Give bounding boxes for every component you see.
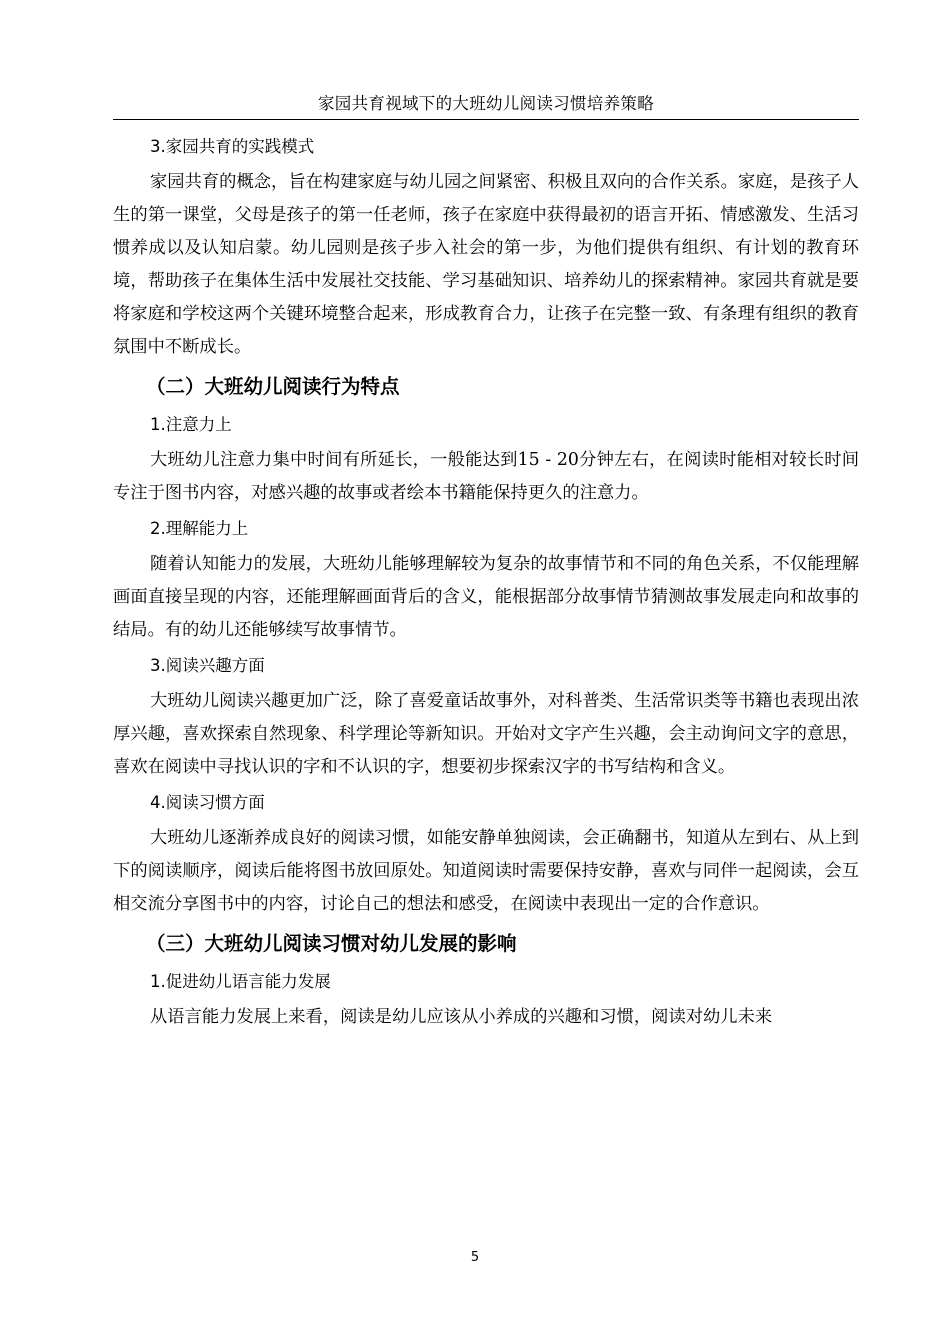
paragraph-language-development: 从语言能力发展上来看，阅读是幼儿应该从小养成的兴趣和习惯，阅读对幼儿未来 (150, 1007, 773, 1027)
section-heading-reading-characteristics: （二）大班幼儿阅读行为特点 (146, 375, 400, 398)
subheading-attention: 1.注意力上 (150, 415, 232, 434)
page-number: 5 (470, 1250, 480, 1265)
paragraph-comprehension: 随着认知能力的发展，大班幼儿能够理解较为复杂的故事情节和不同的角色关系，不仅能理解画面直接呈现的内容，还能理解画面背后的含义，能根据部分故事情节猜测故事发展走向和故事的结局。有的幼儿还能够续写故事情节。 (113, 554, 859, 640)
subheading-comprehension: 2.理解能力上 (150, 519, 249, 538)
paragraph-attention: 大班幼儿注意力集中时间有所延长，一般能达到15 - 20分钟左右，在阅读时能相对较长时间专注于图书内容，对感兴趣的故事或者绘本书籍能保持更久的注意力。 (113, 450, 859, 503)
subheading-practice-model: 3.家园共育的实践模式 (150, 137, 315, 156)
paragraph-coeducation-concept: 家园共育的概念，旨在构建家庭与幼儿园之间紧密、积极且双向的合作关系。家庭，是孩子人生的第一课堂，父母是孩子的第一任老师，孩子在家庭中获得最初的语言开拓、情感激发、生活习惯养成以及认知启蒙。幼儿园则是孩子步入社会的第一步，为他们提供有组织、有计划的教育环境，帮助孩子在集体生活中发展社交技能、学习基础知识、培养幼儿的探索精神。家园共育就是要将家庭和学校这两个关键环境整合起来，形成教育合力，让孩子在完整一致、有条理有组织的教育氛围中不断成长。 (113, 172, 859, 357)
subheading-reading-habits: 4.阅读习惯方面 (150, 793, 265, 812)
paragraph-reading-habits: 大班幼儿逐渐养成良好的阅读习惯，如能安静单独阅读，会正确翻书，知道从左到右、从上到下的阅读顺序，阅读后能将图书放回原处。知道阅读时需要保持安静，喜欢与同伴一起阅读，会互相交流分享图书中的内容，讨论自己的想法和感受，在阅读中表现出一定的合作意识。 (113, 828, 859, 914)
document-body (113, 133, 859, 1039)
section-heading-reading-impact: （三）大班幼儿阅读习惯对幼儿发展的影响 (146, 932, 517, 955)
header-rule (113, 119, 859, 120)
subheading-reading-interest: 3.阅读兴趣方面 (150, 656, 265, 675)
paragraph-reading-interest: 大班幼儿阅读兴趣更加广泛，除了喜爱童话故事外，对科普类、生活常识类等书籍也表现出浓厚兴趣，喜欢探索自然现象、科学理论等新知识。开始对文字产生兴趣，会主动询问文字的意思，喜欢在阅读中寻找认识的字和不认识的字，想要初步探索汉字的书写结构和含义。 (113, 691, 859, 777)
subheading-language-development: 1.促进幼儿语言能力发展 (150, 972, 331, 991)
running-header: 家园共育视域下的大班幼儿阅读习惯培养策略 (318, 94, 654, 113)
